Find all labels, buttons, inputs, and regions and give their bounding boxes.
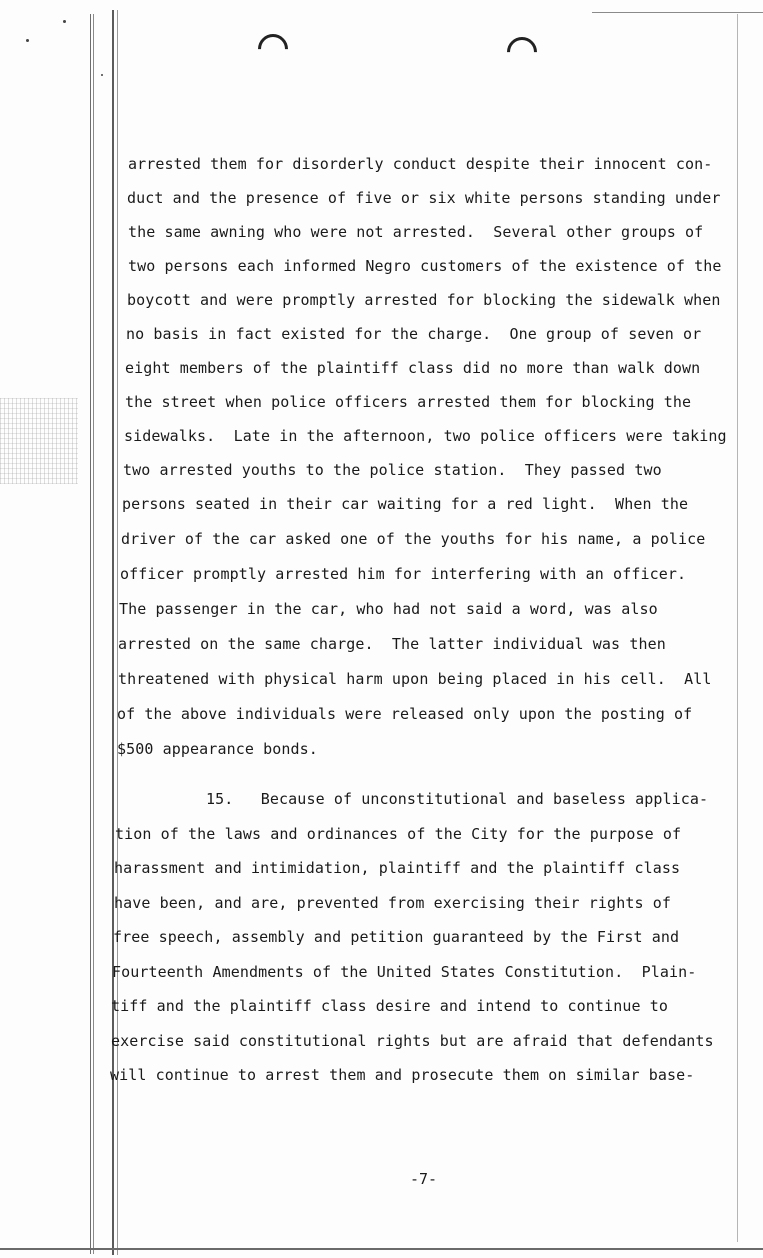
text-line: sidewalks. Late in the afternoon, two police officers were taking [124,427,727,445]
text-line: eight members of the plaintiff class did no more than walk down [125,359,701,377]
text-line: the street when police officers arrested them for blocking the [125,393,692,411]
text-line: exercise said constitutional rights but are afraid that defendants [111,1031,714,1050]
text-line: two persons each informed Negro customers of the existence of the [128,257,722,275]
page-number: -7- [410,1170,438,1188]
text-line: persons seated in their car waiting for a red light. When the [122,495,689,513]
text-line: the same awning who were not arrested. Several other groups of [128,223,704,241]
text-line: $500 appearance bonds. [117,740,318,758]
text-line: arrested them for disorderly conduct despite their innocent con- [128,155,713,173]
text-line: The passenger in the car, who had not said a word, was also [119,600,658,618]
text-line: tiff and the plaintiff class desire and intend to continue to [111,997,668,1015]
text-line: free speech, assembly and petition guaranteed by the First and [113,928,680,946]
text-line: duct and the presence of five or six white persons standing under [127,189,721,207]
text-line: arrested on the same charge. The latter individual was then [118,635,666,653]
text-line: two arrested youths to the police station. They passed two [123,461,662,479]
text-line: threatened with physical harm upon being placed in his cell. All [118,670,712,688]
text-line: have been, and are, prevented from exercising their rights of [114,893,671,912]
text-line: Fourteenth Amendments of the United States Constitution. Plain- [112,962,697,981]
text-line: harassment and intimidation, plaintiff and the plaintiff class [114,859,681,877]
text-line: driver of the car asked one of the youths for his name, a police [121,530,706,548]
text-line: officer promptly arrested him for interfering with an officer. [120,565,687,583]
text-line: no basis in fact existed for the charge. One group of seven or [126,325,702,343]
text-line: boycott and were promptly arrested for blocking the sidewalk when [127,291,721,309]
text-line: will continue to arrest them and prosecute them on similar base- [110,1066,695,1084]
text-line: 15. Because of unconstitutional and baseless applica- [206,790,709,808]
text-line: of the above individuals were released only upon the posting of [117,705,693,723]
text-line: tion of the laws and ordinances of the City for the purpose of [115,824,682,843]
